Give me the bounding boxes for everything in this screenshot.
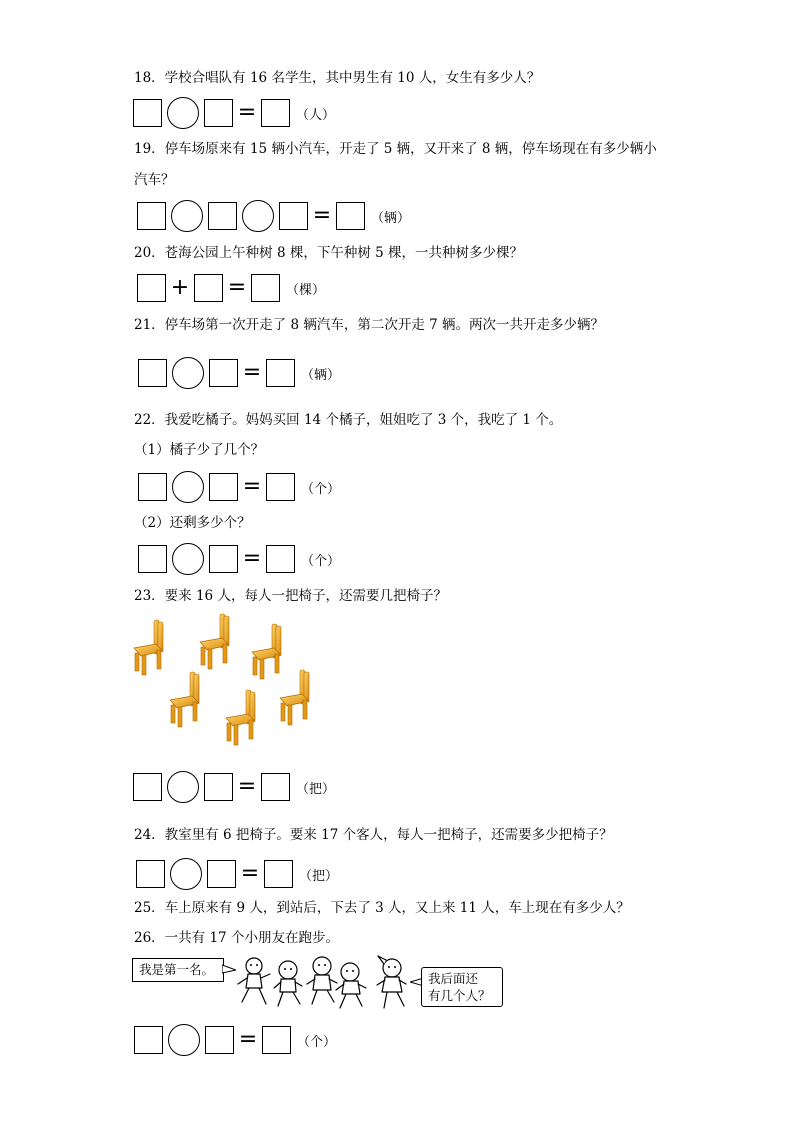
unit-label: （人） — [296, 107, 336, 123]
q22-sub1: （1）橘子少了几个？ — [134, 442, 265, 458]
kid-head-icon — [383, 959, 401, 977]
q25-text: 25．车上原来有 9 人，到站后，下去了 3 人，又上来 11 人，车上现在有多少人？ — [134, 900, 630, 916]
equals-sign: = — [238, 1027, 258, 1052]
answer-box[interactable] — [133, 773, 162, 801]
q22-sub2: （2）还剩多少个？ — [134, 515, 251, 531]
answer-box[interactable] — [266, 359, 295, 387]
operator-circle[interactable] — [172, 471, 204, 503]
chair-icon — [134, 620, 163, 675]
q24-text: 24．教室里有 6 把椅子。要来 17 个客人，每人一把椅子，还需要多少把椅子？ — [134, 827, 613, 843]
chair-icon — [170, 672, 199, 727]
q20-text: 20．苍海公园上午种树 8 棵，下午种树 5 棵，一共种树多少棵？ — [134, 245, 524, 261]
answer-box[interactable] — [204, 773, 233, 801]
equals-sign: = — [242, 360, 262, 385]
q22-equation-1 — [138, 470, 340, 504]
answer-box[interactable] — [133, 99, 162, 127]
answer-box[interactable] — [209, 545, 238, 573]
q20-equation — [137, 271, 325, 305]
unit-label: （个） — [301, 481, 341, 497]
equals-sign: = — [237, 774, 257, 799]
chairs-illustration — [128, 612, 328, 758]
q19-text-line1: 19．停车场原来有 15 辆小汽车，开走了 5 辆，又开来了 8 辆，停车场现在有多少辆小 — [134, 141, 657, 157]
q21-equation — [138, 356, 340, 390]
answer-box[interactable] — [134, 1026, 163, 1054]
answer-box[interactable] — [264, 860, 293, 888]
equals-sign: = — [242, 546, 262, 571]
operator-circle[interactable] — [168, 1024, 200, 1056]
equals-sign: = — [227, 275, 247, 300]
answer-box[interactable] — [261, 773, 290, 801]
chair-icon — [200, 614, 229, 669]
operator-circle[interactable] — [172, 543, 204, 575]
answer-box[interactable] — [137, 202, 166, 230]
q19-equation — [137, 199, 410, 233]
answer-box[interactable] — [205, 1026, 234, 1054]
operator-circle[interactable] — [242, 200, 274, 232]
bubble-right-line2: 有几个人？ — [428, 988, 491, 1003]
equals-sign: = — [242, 474, 262, 499]
operator-circle[interactable] — [170, 858, 202, 890]
q22-equation-2 — [138, 542, 340, 576]
unit-label: （辆） — [301, 367, 341, 383]
answer-box[interactable] — [138, 359, 167, 387]
answer-box[interactable] — [194, 274, 223, 302]
equals-sign: = — [312, 203, 332, 228]
chair-icon — [280, 670, 309, 725]
bubble-right-line1: 我后面还 — [428, 971, 479, 986]
kid-head-icon — [313, 957, 331, 975]
kid-head-icon — [341, 963, 359, 981]
unit-label: （辆） — [371, 210, 411, 226]
unit-label: （把） — [296, 781, 336, 797]
answer-box[interactable] — [266, 473, 295, 501]
q21-text: 21．停车场第一次开走了 8 辆汽车，第二次开走 7 辆。两次一共开走多少辆？ — [134, 317, 605, 333]
answer-box[interactable] — [251, 274, 280, 302]
answer-box[interactable] — [209, 359, 238, 387]
chair-icon — [226, 690, 255, 745]
equals-sign: = — [237, 100, 257, 125]
operator-circle[interactable] — [172, 357, 204, 389]
answer-box[interactable] — [279, 202, 308, 230]
running-kids-illustration — [234, 952, 414, 1014]
unit-label: （把） — [299, 868, 339, 884]
answer-box[interactable] — [136, 860, 165, 888]
answer-box[interactable] — [336, 202, 365, 230]
answer-box[interactable] — [261, 99, 290, 127]
kid-head-icon — [279, 961, 297, 979]
answer-box[interactable] — [138, 473, 167, 501]
answer-box[interactable] — [137, 274, 166, 302]
answer-box[interactable] — [207, 860, 236, 888]
chair-icon — [252, 624, 281, 679]
kid-head-icon — [246, 958, 262, 974]
q22-text: 22．我爱吃橘子。妈妈买回 14 个橘子，姐姐吃了 3 个，我吃了 1 个。 — [134, 412, 563, 428]
answer-box[interactable] — [209, 473, 238, 501]
q18-equation — [133, 96, 335, 130]
unit-label: （棵） — [286, 282, 326, 298]
q26-equation — [134, 1023, 336, 1057]
answer-box[interactable] — [266, 545, 295, 573]
answer-box[interactable] — [204, 99, 233, 127]
answer-box[interactable] — [262, 1026, 291, 1054]
speech-bubble-right — [421, 967, 503, 1007]
q23-equation — [133, 770, 335, 804]
operator-circle[interactable] — [167, 97, 199, 129]
q26-text: 26．一共有 17 个小朋友在跑步。 — [134, 930, 339, 946]
q24-equation — [136, 857, 338, 891]
q19-text-line2: 汽车？ — [134, 172, 175, 188]
speech-bubble-left: 我是第一名。 — [132, 958, 224, 982]
equals-sign: = — [240, 861, 260, 886]
operator-circle[interactable] — [171, 200, 203, 232]
q18-text: 18．学校合唱队有 16 名学生，其中男生有 10 人，女生有多少人？ — [134, 70, 541, 86]
plus-sign: + — [170, 275, 190, 300]
answer-box[interactable] — [208, 202, 237, 230]
unit-label: （个） — [301, 553, 341, 569]
answer-box[interactable] — [138, 545, 167, 573]
q23-text: 23．要来 16 人，每人一把椅子，还需要几把椅子？ — [134, 588, 447, 604]
unit-label: （个） — [297, 1034, 337, 1050]
operator-circle[interactable] — [167, 771, 199, 803]
